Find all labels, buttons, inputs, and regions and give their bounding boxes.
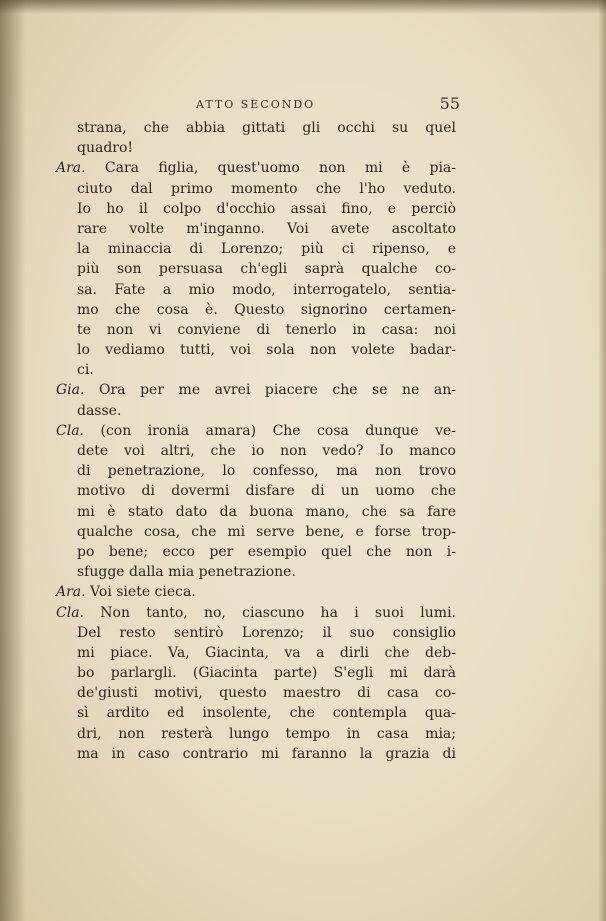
text-line — [56, 138, 456, 158]
line-text: sì ardito ed insolente, che contempla qua- — [77, 705, 456, 722]
text-line — [56, 582, 456, 602]
line-text: quadro! — [77, 140, 134, 157]
line-text: mi è stato dato da buona mano, che sa fare — [77, 503, 456, 520]
line-text: la minaccia di Lorenzo; più ci ripenso, e — [77, 241, 456, 258]
line-text: strana, che abbia gittati gli occhi su quel — [77, 120, 456, 136]
text-line — [56, 623, 456, 643]
speaker-label: Cla. — [56, 604, 84, 621]
line-text: po bene; ecco per esempio quel che non i- — [77, 543, 456, 560]
text-line — [56, 118, 456, 138]
text-line — [56, 724, 456, 744]
line-text: te non vi conviene di tenerlo in casa: noi — [77, 321, 456, 338]
line-text: ma in caso contrario mi faranno la grazia di — [77, 745, 456, 762]
line-text: Io ho il colpo d'occhio assai fino, e perciò — [77, 200, 456, 217]
line-text: Voi siete cieca. — [85, 584, 196, 601]
text-line — [56, 219, 456, 239]
text-line — [56, 179, 456, 199]
text-line — [56, 401, 456, 421]
text-line — [56, 259, 456, 279]
text-line — [56, 360, 456, 380]
text-line — [56, 683, 456, 703]
body-text — [56, 118, 456, 764]
line-text: ciuto dal primo momento che l'ho veduto. — [77, 180, 456, 197]
line-text: mo che cosa è. Questo signorino certamen- — [77, 301, 456, 318]
text-line — [56, 542, 456, 562]
speaker-label: Ara. — [56, 160, 86, 177]
text-line — [56, 239, 456, 259]
speaker-label: Cla. — [56, 422, 84, 439]
page-edge-shadow — [598, 0, 606, 921]
line-text: rare volte m'inganno. Voi avete ascoltato — [77, 220, 456, 237]
page-top-shadow — [0, 0, 606, 14]
line-text: Non tanto, no, ciascuno ha i suoi lumi. — [84, 604, 456, 621]
text-line — [56, 441, 456, 461]
text-line — [56, 380, 456, 400]
line-text: sa. Fate a mio modo, interrogatelo, sentia- — [77, 281, 456, 298]
speaker-label: Ara. — [56, 584, 86, 601]
text-line — [56, 562, 456, 582]
text-line — [56, 421, 456, 441]
text-line — [56, 158, 456, 178]
line-text: ci. — [77, 362, 94, 379]
line-text: Cara figlia, quest'uomo non mi è pia- — [85, 160, 456, 177]
text-line — [56, 502, 456, 522]
text-line — [56, 280, 456, 300]
speaker-label: Gia. — [56, 382, 85, 399]
line-text: (con ironia amara) Che cosa dunque ve- — [84, 422, 456, 439]
text-line — [56, 603, 456, 623]
line-text: Del resto sentirò Lorenzo; il suo consiglio — [77, 624, 456, 641]
page-number: 55 — [439, 94, 460, 113]
running-head: ATTO SECONDO — [196, 98, 316, 111]
page-header — [196, 94, 460, 118]
text-line — [56, 744, 456, 764]
line-text: sfugge dalla mia penetrazione. — [77, 564, 296, 581]
page-gutter-shadow — [0, 0, 26, 921]
line-text: lo vediamo tutti, voi sola non volete badar- — [77, 342, 456, 359]
line-text: motivo di dovermi disfare di un uomo che — [77, 483, 456, 500]
text-line — [56, 461, 456, 481]
line-text: bo parlargli. (Giacinta parte) S'egli mi darà — [77, 665, 456, 682]
text-line — [56, 522, 456, 542]
text-line — [56, 300, 456, 320]
line-text: più son persuasa ch'egli saprà qualche co- — [77, 261, 456, 278]
text-line — [56, 703, 456, 723]
text-line — [56, 663, 456, 683]
text-line — [56, 643, 456, 663]
line-text: de'giusti motivi, questo maestro di casa co- — [77, 685, 456, 702]
line-text: dete voi altri, che io non vedo? Io manco — [77, 443, 456, 459]
line-text: dri, non resterà lungo tempo in casa mia; — [77, 725, 456, 742]
text-line — [56, 199, 456, 219]
line-text: di penetrazione, lo confesso, ma non trovo — [77, 463, 456, 480]
line-text: Ora per me avrei piacere che se ne an- — [84, 382, 456, 399]
line-text: dasse. — [77, 402, 122, 419]
line-text: qualche cosa, che mi serve bene, e forse trop- — [77, 523, 456, 540]
line-text: mi piace. Va, Giacinta, va a dirli che deb- — [77, 644, 456, 661]
text-line — [56, 320, 456, 340]
text-line — [56, 481, 456, 501]
text-line — [56, 340, 456, 360]
